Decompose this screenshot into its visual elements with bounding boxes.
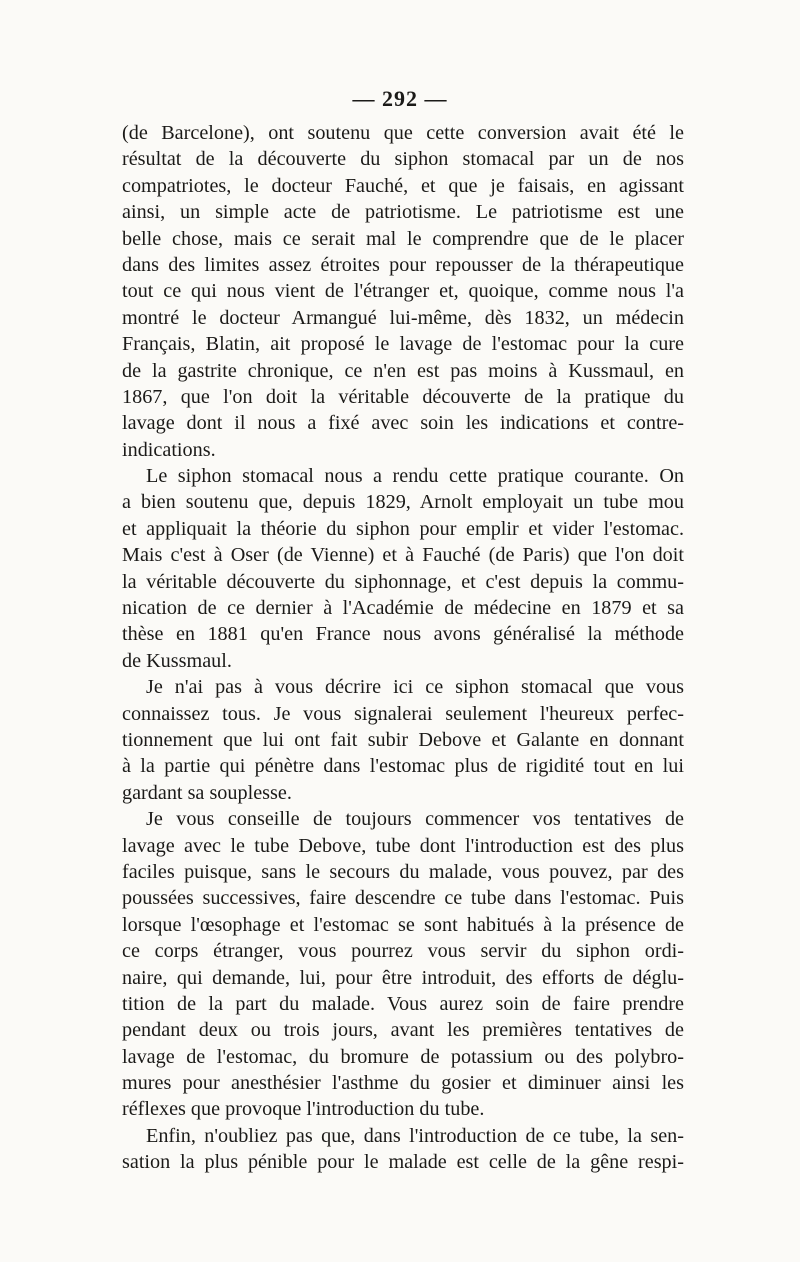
text-line: ce corps étranger, vous pourrez vous servir du siphon ordi- [122,940,684,963]
text-line: Français, Blatin, ait proposé le lavage de l'estomac pour la cure [122,333,684,356]
text-line: compatriotes, le docteur Fauché, et que je faisais, en agissant [122,174,684,197]
text-line: lavage avec le tube Debove, tube dont l'introduction est des plus [122,834,684,857]
text-line: à la partie qui pénètre dans l'estomac plus de rigidité tout en lui [122,755,684,778]
text-line: Je vous conseille de toujours commencer vos tentatives de [146,808,684,831]
text-line: tionnement que lui ont fait subir Debove et Galante en donnant [122,728,684,751]
text-line: belle chose, mais ce serait mal le comprendre que de le placer [122,227,684,250]
text-line: dans des limites assez étroites pour repousser de la thérapeutique [122,253,684,276]
page-number: — 292 — [352,86,448,111]
text-line: Enfin, n'oubliez pas que, dans l'introduction de ce tube, la sen- [146,1124,684,1147]
text-line: Mais c'est à Oser (de Vienne) et à Fauché (de Paris) que l'on doit [122,544,684,567]
text-line: lorsque l'œsophage et l'estomac se sont habitués à la présence de [122,913,684,936]
text-line: gardant sa souplesse. [122,781,292,804]
text-line: (de Barcelone), ont soutenu que cette conversion avait été le [122,122,684,144]
text-line: de la gastrite chronique, ce n'en est pas moins à Kussmaul, en [122,359,684,382]
text-line: ainsi, un simple acte de patriotisme. Le patriotisme est une [122,201,684,224]
text-line: thèse en 1881 qu'en France nous avons généralisé la méthode [122,623,684,646]
text-line: indications. [122,438,216,461]
text-line: lavage dont il nous a fixé avec soin les indications et contre- [122,412,684,435]
text-line: connaissez tous. Je vous signalerai seulement l'heureux perfec- [122,702,684,725]
text-line: tition de la part du malade. Vous aurez soin de faire prendre [122,992,684,1015]
text-line: et appliquait la théorie du siphon pour emplir et vider l'estomac. [122,517,684,540]
text-line: lavage de l'estomac, du bromure de potassium ou des polybro- [122,1045,684,1068]
text-line: nication de ce dernier à l'Académie de médecine en 1879 et sa [122,597,684,620]
text-line: résultat de la découverte du siphon stomacal par un de nos [122,148,684,171]
text-line: réflexes que provoque l'introduction du tube. [122,1098,485,1121]
text-line: sation la plus pénible pour le malade est celle de la gêne respi- [122,1151,684,1174]
text-line: la véritable découverte du siphonnage, et c'est depuis la commu- [122,570,684,593]
text-line: a bien soutenu que, depuis 1829, Arnolt employait un tube mou [122,491,684,514]
text-line: faciles puisque, sans le secours du malade, vous pouvez, par des [122,860,684,883]
text-line: naire, qui demande, lui, pour être introduit, des efforts de déglu- [122,966,684,989]
text-line: de Kussmaul. [122,649,232,672]
text-line: montré le docteur Armangué lui-même, dès 1832, un médecin [122,306,684,329]
text-line: tout ce qui nous vient de l'étranger et, quoique, comme nous l'a [122,280,684,303]
text-line: pendant deux ou trois jours, avant les premières tentatives de [122,1019,684,1042]
text-line: Le siphon stomacal nous a rendu cette pratique courante. On [146,465,684,488]
text-line: Je n'ai pas à vous décrire ici ce siphon stomacal que vous [146,676,684,699]
body-text [122,120,684,1176]
text-line: poussées successives, faire descendre ce tube dans l'estomac. Puis [122,887,684,910]
text-line: mures pour anesthésier l'asthme du gosier et diminuer ainsi les [122,1072,684,1095]
text-line: 1867, que l'on doit la véritable découverte de la pratique du [122,385,684,408]
